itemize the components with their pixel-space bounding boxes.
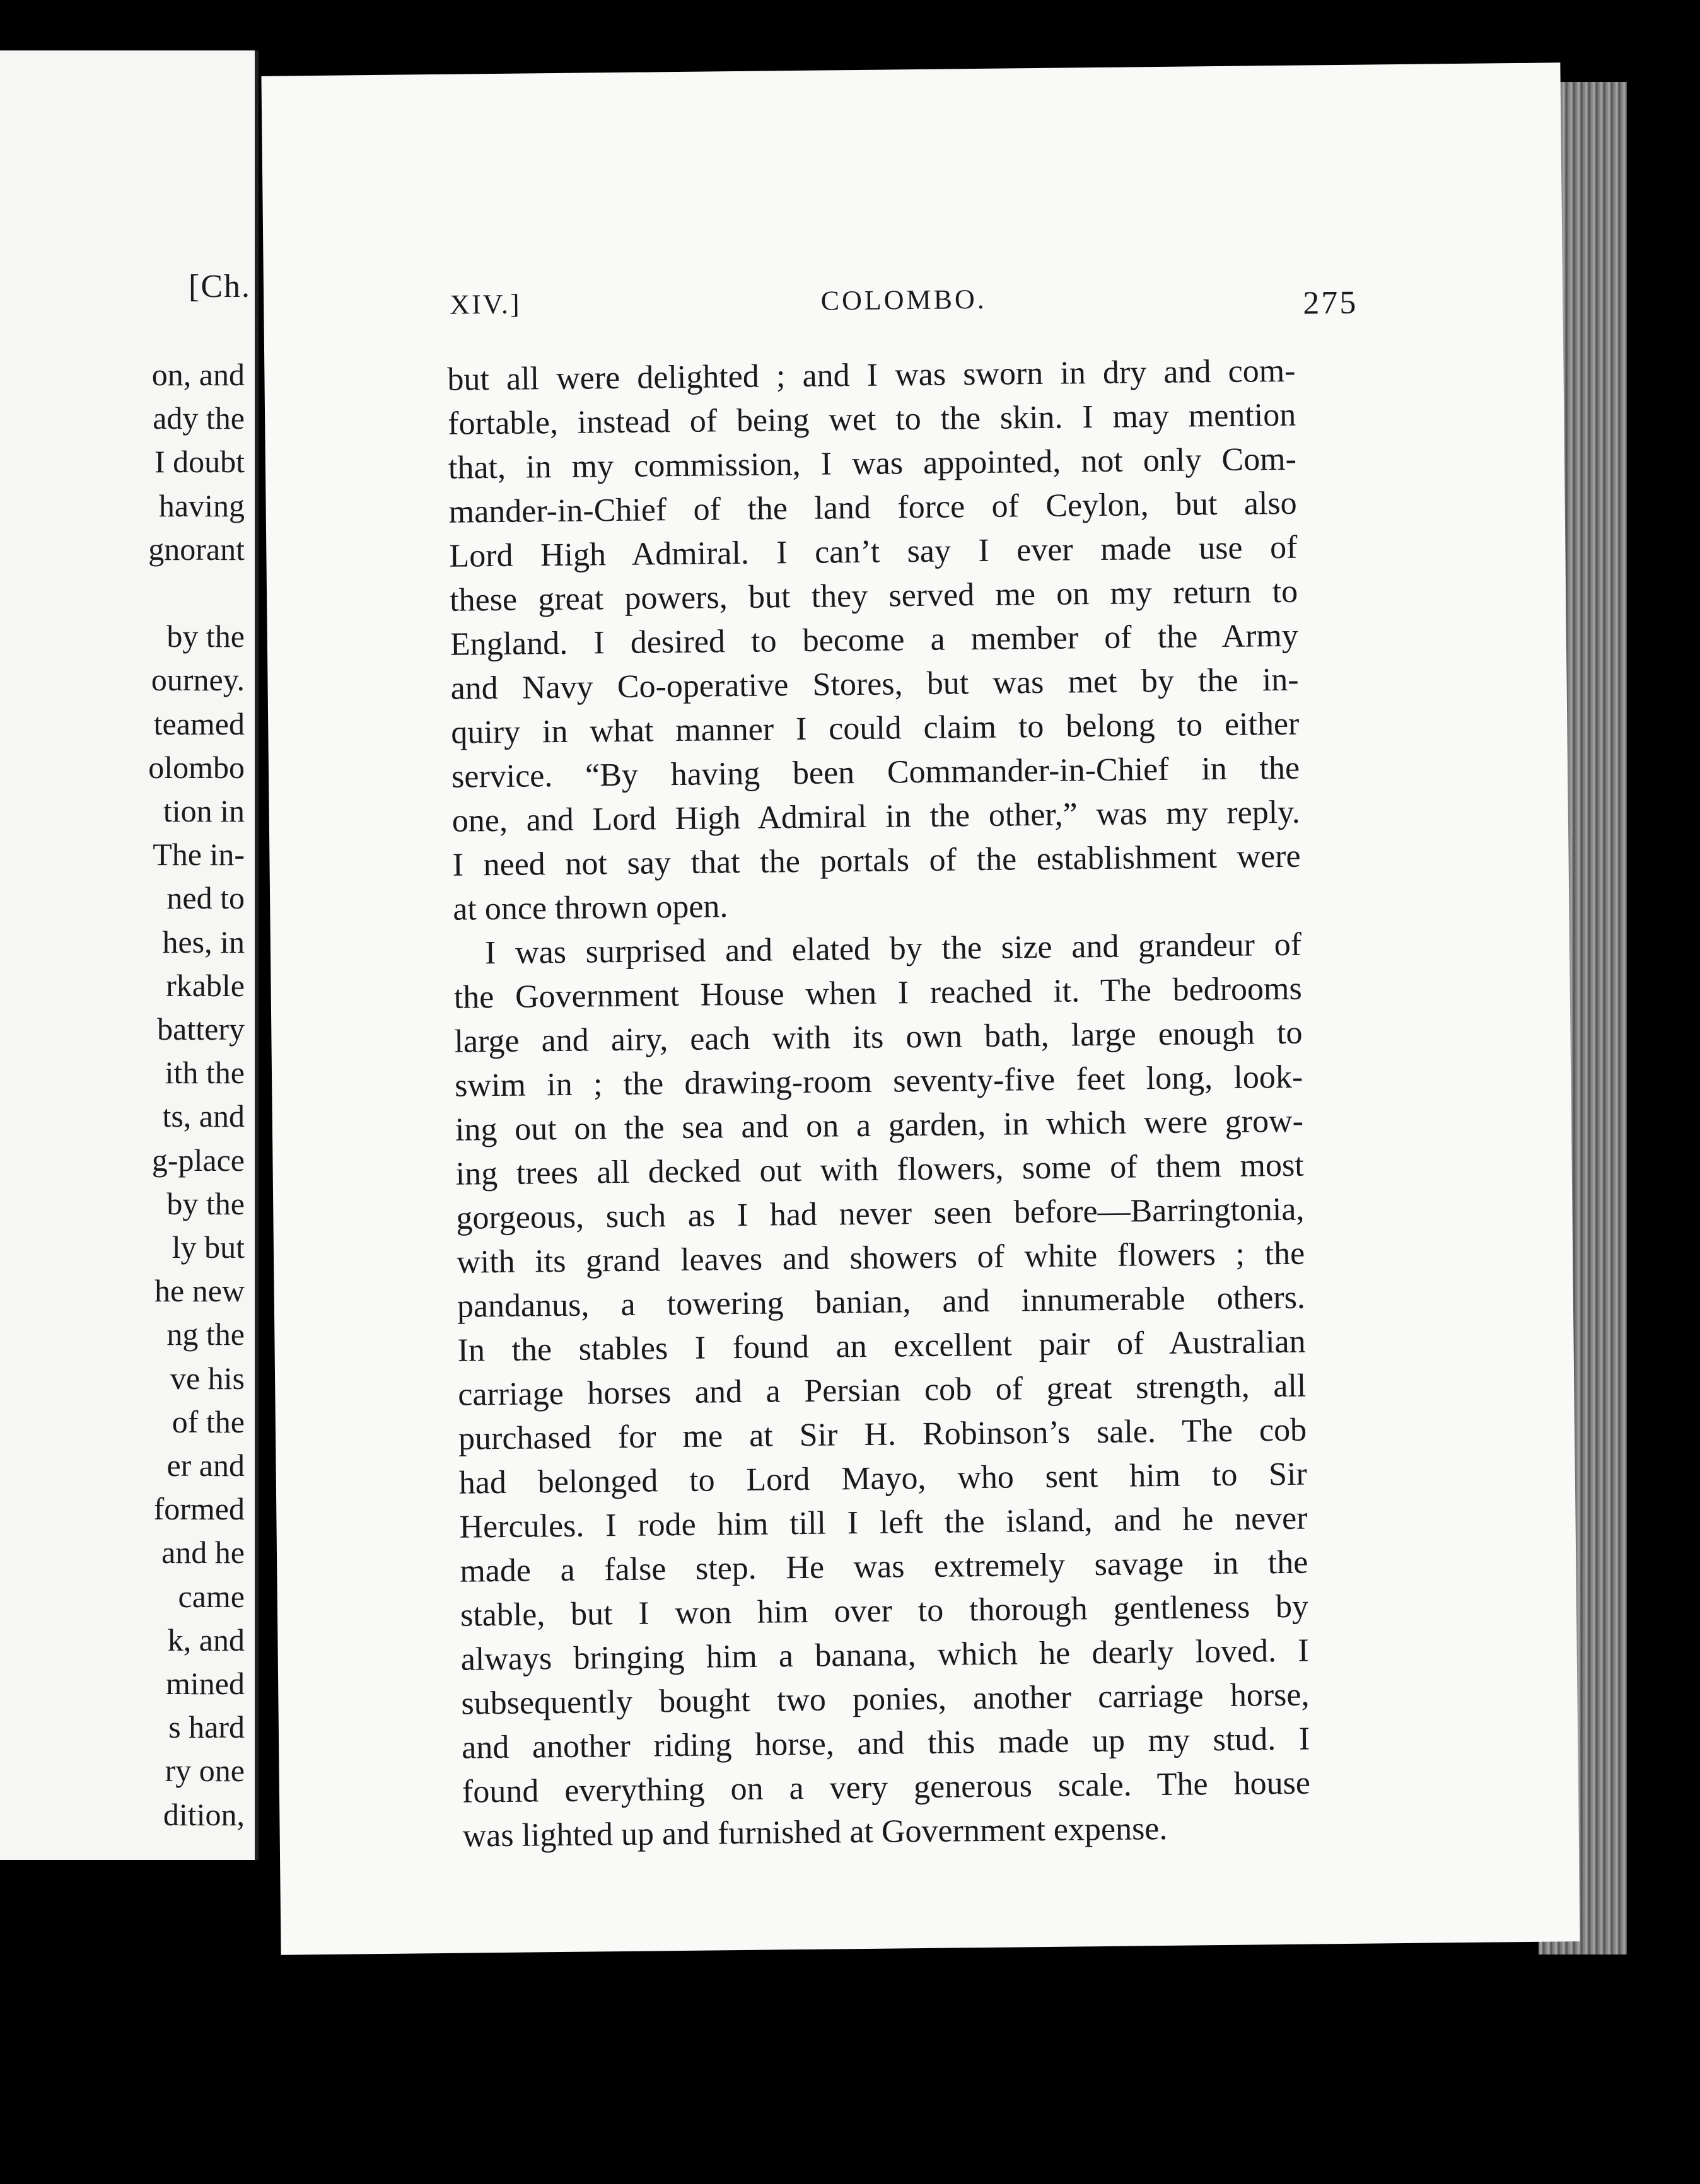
previous-page-line: ly but: [172, 1229, 245, 1265]
previous-page-line: teamed: [153, 706, 245, 741]
text-line: found everything on a very generous scale. The house: [462, 1765, 1311, 1810]
text-line: was lighted up and furnished at Government expense.: [462, 1810, 1168, 1854]
text-line: fortable, instead of being wet to the skin. I may mention: [447, 397, 1296, 442]
previous-page-line: of the: [172, 1403, 245, 1439]
book-gutter: [255, 50, 259, 1860]
text-line: stable, but I won him over to thorough gentleness by: [460, 1588, 1309, 1634]
previous-page-line: by the: [166, 619, 245, 654]
previous-page-line: mined: [166, 1666, 245, 1701]
previous-page-line: battery: [157, 1011, 245, 1047]
previous-page-line: having: [158, 487, 245, 523]
running-head: [450, 279, 1358, 346]
text-line: In the stables I found an excellent pair of Australian: [457, 1323, 1306, 1369]
text-line: one, and Lord High Admiral in the other,” was my reply.: [451, 794, 1301, 839]
text-line: Hercules. I rode him till I left the island, and he never: [459, 1500, 1308, 1545]
text-line: Lord High Admiral. I can’t say I ever made use of: [449, 529, 1298, 574]
text-line: had belonged to Lord Mayo, who sent him to Sir: [458, 1456, 1308, 1501]
previous-page-line: hes, in: [162, 924, 245, 960]
text-line: mander-in-Chief of the land force of Ceylon, but also: [448, 485, 1297, 530]
previous-page-line: ourney.: [151, 662, 245, 698]
text-line: made a false step. He was extremely savage in the: [460, 1544, 1308, 1589]
text-line: these great powers, but they served me on my return to: [449, 573, 1298, 619]
chapter-marker: XIV.]: [450, 288, 521, 320]
text-line: large and airy, each with its own bath, large enough to: [454, 1014, 1303, 1060]
previous-page-line: ng the: [166, 1316, 245, 1352]
previous-page-line: and he: [161, 1535, 245, 1571]
previous-page-line: ve his: [170, 1360, 245, 1396]
text-line: that, in my commission, I was appointed, not only Com-: [448, 441, 1297, 486]
text-line: service. “By having been Commander-in-Chief in the: [451, 750, 1300, 795]
text-line: purchased for me at Sir H. Robinson’s sale. The cob: [458, 1412, 1307, 1457]
previous-page-line: on, and: [151, 357, 245, 392]
text-line: carriage horses and a Persian cob of great strength, all: [458, 1368, 1307, 1413]
text-line: swim in ; the drawing-room seventy-five feet long, look-: [454, 1059, 1303, 1104]
text-line: always bringing him a banana, which he dearly loved. I: [460, 1632, 1309, 1678]
previous-page-line: tion in: [163, 793, 245, 828]
previous-page-line: ith the: [165, 1055, 245, 1091]
page-number: 275: [1303, 284, 1358, 322]
text-line: at once thrown open.: [453, 888, 728, 927]
previous-page-line: gnorant: [148, 531, 245, 567]
text-line: with its grand leaves and showers of white flowers ; the: [456, 1235, 1305, 1281]
text-line: the Government House when I reached it. The bedrooms: [453, 970, 1302, 1016]
previous-page-line: came: [178, 1578, 245, 1614]
body-text: [447, 349, 1311, 1859]
previous-page-line: rkable: [166, 967, 245, 1003]
text-line: quiry in what manner I could claim to belong to either: [451, 706, 1300, 751]
text-line: ing out on the sea and on a garden, in which were grow-: [455, 1103, 1304, 1148]
text-line: I was surprised and elated by the size and grandeur of: [484, 926, 1302, 972]
text-line: ing trees all decked out with flowers, some of them most: [455, 1147, 1304, 1192]
previous-page-line: er and: [166, 1448, 245, 1483]
previous-page-line: dition,: [163, 1796, 245, 1832]
previous-page-running-head: [Ch.: [189, 269, 251, 305]
previous-page-line: ry one: [165, 1753, 245, 1789]
text-line: but all were delighted ; and I was sworn in dry and com-: [447, 352, 1296, 398]
previous-page-line: The in-: [153, 837, 245, 873]
text-line: gorgeous, such as I had never seen before—Barringtonia,: [456, 1191, 1305, 1236]
previous-page-line: I doubt: [154, 444, 245, 480]
previous-page-line: ts, and: [162, 1098, 245, 1134]
previous-page-line: ned to: [166, 880, 245, 916]
previous-page-line: he new: [154, 1273, 245, 1309]
previous-page: [0, 50, 259, 1860]
running-title: COLOMBO.: [820, 283, 987, 317]
paragraph: [447, 349, 1301, 932]
book-page: [261, 62, 1580, 1955]
text-line: and Navy Co-operative Stores, but was met by the in-: [450, 661, 1299, 707]
previous-page-line: olombo: [148, 749, 245, 785]
previous-page-line: formed: [153, 1491, 245, 1527]
text-line: subsequently bought two ponies, another carriage horse,: [461, 1676, 1310, 1722]
previous-page-line: by the: [166, 1185, 245, 1221]
text-line: pandanus, a towering banian, and innumerable others.: [457, 1279, 1306, 1325]
previous-page-line: ady the: [153, 400, 245, 436]
previous-page-line: k, and: [167, 1622, 245, 1658]
text-line: I need not say that the portals of the establishment were: [452, 838, 1301, 883]
previous-page-line: g-place: [151, 1142, 245, 1178]
previous-page-line: s hard: [168, 1709, 245, 1745]
text-line: and another riding horse, and this made up my stud. I: [461, 1721, 1310, 1766]
paragraph: [453, 923, 1311, 1859]
text-line: England. I desired to become a member of the Army: [450, 617, 1299, 663]
